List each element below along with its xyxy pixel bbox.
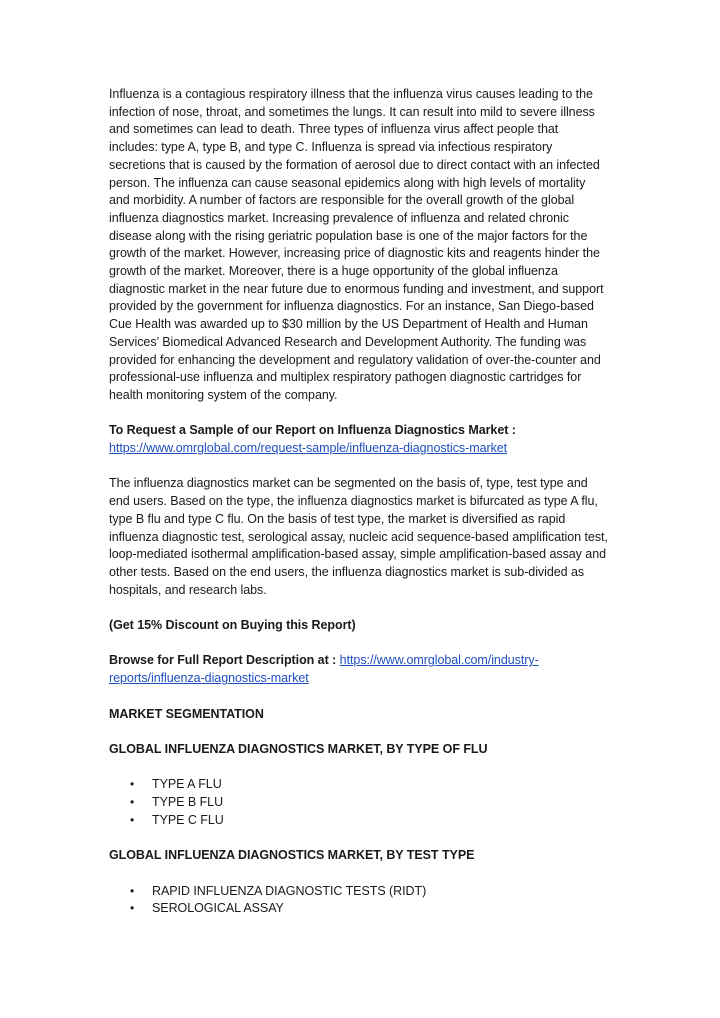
intro-paragraph: Influenza is a contagious respiratory illness that the influenza virus causes leading to the infection of nose, throat, and sometimes the lungs. It can result into mild to severe illness and sometimes can lead to death. Three types of influenza virus affect people that includes: type A, type B, and type C. Influenza is spread via infectious respiratory secretions that is caused by the formation of aerosol due to direct contact with an infected person. The influenza can cause seasonal epidemics along with high levels of mortality and morbidity. A number of factors are responsible for the overall growth of the global influenza diagnostics market. Increasing prevalence of influenza and related chronic disease along with the rising geriatric population base is one of the major factors for the growth of the market. However, increasing price of diagnostic kits and reagents hinder the growth of the market. Moreover, there is a huge opportunity of the global influenza diagnostic market in the near future due to enormous funding and investment, and support provided by the government for influenza diagnostics. For an instance, San Diego-based Cue Health was awarded up to $30 million by the US Department of Health and Human Services’ Biomedical Advanced Research and Development Authority. The funding was provided for enhancing the development and regulatory validation of over-the-counter and professional-use influenza and multiplex respiratory pathogen diagnostic cartridges for health monitoring system of the company.: [109, 87, 604, 402]
sample-request-link[interactable]: https://www.omrglobal.com/request-sample/influenza-diagnostics-market: [109, 441, 508, 456]
spacer: [109, 759, 609, 777]
segmentation-paragraph: The influenza diagnostics market can be segmented on the basis of, type, test type and end users. Based on the type, the influenza diagnostics market is bifurcated as type A flu, type B flu and type C flu. On the basis of test type, the market is diversified as rapid influenza diagnostic test, serological assay, nucleic acid sequence-based amplification test, loop-mediated isothermal amplification-based assay, simple amplification-based assay and other tests. Based on the end users, the influenza diagnostics market is sub-divided as hospitals, and research labs.: [109, 476, 608, 597]
test-type-list: [109, 883, 609, 918]
bullet-icon: •: [130, 812, 135, 827]
list-item: [109, 812, 609, 830]
full-report-link[interactable]: https://www.omrglobal.com/industry-reports/influenza-diagnostics-market: [109, 653, 539, 686]
spacer: [109, 829, 609, 847]
market-segmentation-heading: MARKET SEGMENTATION: [109, 706, 264, 721]
list-item-label: SEROLOGICAL ASSAY: [152, 901, 284, 916]
type-of-flu-heading: GLOBAL INFLUENZA DIAGNOSTICS MARKET, BY TYPE OF FLU: [109, 741, 488, 756]
discount-line: (Get 15% Discount on Buying this Report): [109, 618, 356, 633]
spacer: [109, 865, 609, 883]
list-item-label: TYPE A FLU: [152, 777, 222, 792]
list-item-label: TYPE C FLU: [152, 812, 224, 827]
spacer: [109, 599, 609, 617]
bullet-icon: •: [130, 883, 135, 898]
bullet-icon: •: [130, 901, 135, 916]
list-item-label: RAPID INFLUENZA DIAGNOSTIC TESTS (RIDT): [152, 883, 427, 898]
list-item: [109, 776, 609, 794]
spacer: [109, 635, 609, 653]
document-page: [109, 86, 609, 918]
list-item-label: TYPE B FLU: [152, 795, 224, 810]
full-report-line: [109, 652, 609, 687]
spacer: [109, 723, 609, 741]
list-item: [109, 900, 609, 918]
list-item: [109, 883, 609, 901]
bullet-icon: •: [130, 795, 135, 810]
type-of-flu-list: [109, 776, 609, 829]
test-type-heading: GLOBAL INFLUENZA DIAGNOSTICS MARKET, BY TEST TYPE: [109, 848, 475, 863]
spacer: [109, 458, 609, 476]
list-item: [109, 794, 609, 812]
sample-request-label: To Request a Sample of our Report on Influenza Diagnostics Market :: [109, 423, 516, 438]
bullet-icon: •: [130, 777, 135, 792]
full-report-label: Browse for Full Report Description at :: [109, 653, 340, 668]
spacer: [109, 405, 609, 423]
sample-request-line: [109, 422, 609, 457]
spacer: [109, 688, 609, 706]
